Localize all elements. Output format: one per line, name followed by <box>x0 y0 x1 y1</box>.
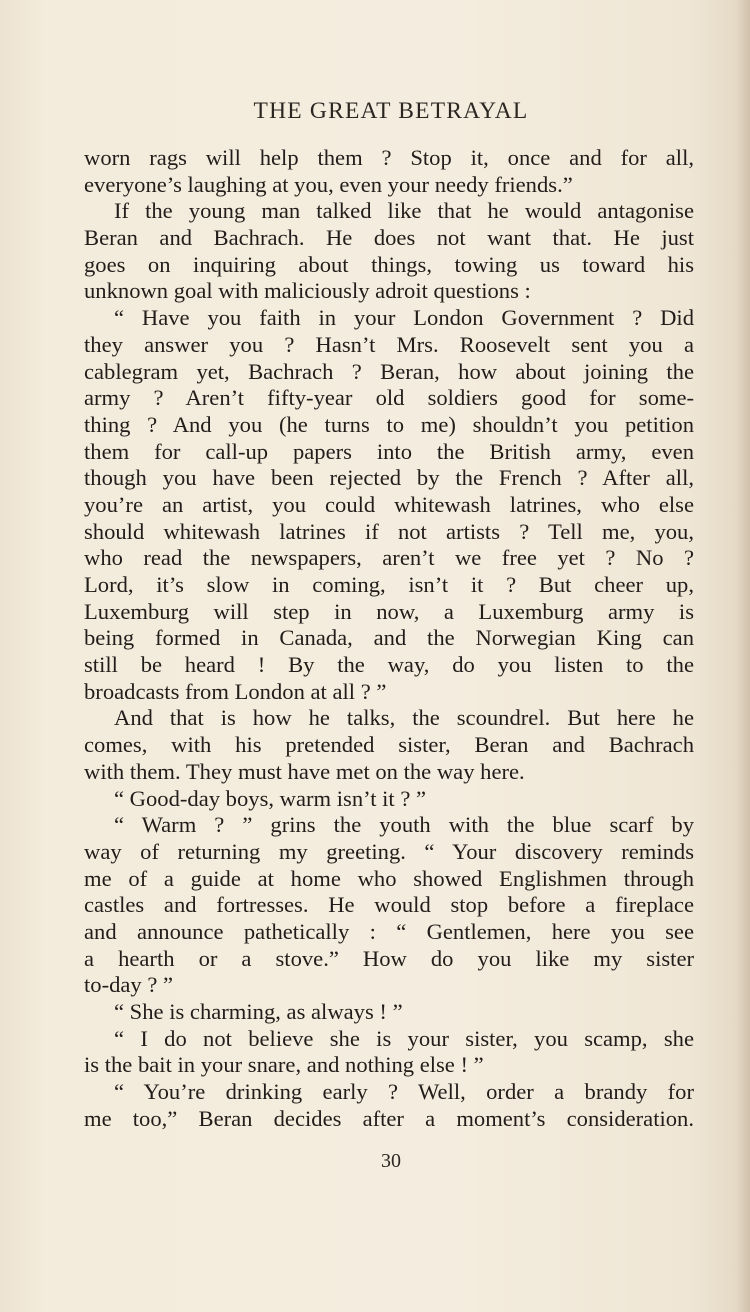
text-line: they answer you ? Hasn’t Mrs. Roosevelt sent you a <box>84 331 694 357</box>
text-line: is the bait in your snare, and nothing else ! ” <box>84 1052 484 1078</box>
text-line: should whitewash latrines if not artists ? Tell me, you, <box>84 518 694 544</box>
text-line: everyone’s laughing at you, even your needy friends.” <box>84 171 573 197</box>
text-line: with them. They must have met on the way here. <box>84 758 525 784</box>
text-line: broadcasts from London at all ? ” <box>84 678 387 704</box>
text-line: worn rags will help them ? Stop it, once and for all, <box>84 145 694 170</box>
text-line: me too,” Beran decides after a moment’s consideration. <box>84 1105 694 1131</box>
text-line: goes on inquiring about things, towing us toward his <box>84 251 694 277</box>
text-line: Luxemburg will step in now, a Luxemburg army is <box>84 598 694 624</box>
page-number: 30 <box>381 1150 401 1172</box>
text-line: still be heard ! By the way, do you listen to the <box>84 652 694 678</box>
text-line: me of a guide at home who showed Englishmen through <box>84 865 694 891</box>
text-line: “ You’re drinking early ? Well, order a brandy for <box>114 1079 694 1105</box>
text-line: “ I do not believe she is your sister, you scamp, she <box>114 1025 694 1051</box>
text-line: you’re an artist, you could whitewash latrines, who else <box>84 491 694 517</box>
text-line: “ Have you faith in your London Government ? Did <box>114 305 694 331</box>
text-line: army ? Aren’t fifty-year old soldiers good for some- <box>84 385 694 411</box>
text-line: them for call-up papers into the British army, even <box>84 438 694 464</box>
text-line: though you have been rejected by the French ? After all, <box>84 465 694 491</box>
page-edge-shadow <box>736 0 750 1312</box>
text-line: who read the newspapers, aren’t we free yet ? No ? <box>84 545 694 571</box>
text-line: Beran and Bachrach. He does not want that. He just <box>84 225 694 251</box>
text-line: comes, with his pretended sister, Beran and Bachrach <box>84 732 694 758</box>
text-line: cablegram yet, Bachrach ? Beran, how about joining the <box>84 358 694 384</box>
text-line: being formed in Canada, and the Norwegian King can <box>84 625 694 651</box>
text-line: If the young man talked like that he would antagonise <box>114 198 694 224</box>
text-line: and announce pathetically : “ Gentlemen, here you see <box>84 918 694 944</box>
text-line: “ Warm ? ” grins the youth with the blue scarf by <box>114 812 694 838</box>
text-line: a hearth or a stove.” How do you like my sister <box>84 945 694 971</box>
text-line: “ Good-day boys, warm isn’t it ? ” <box>114 785 427 811</box>
text-line: And that is how he talks, the scoundrel. But here he <box>114 705 694 731</box>
text-line: castles and fortresses. He would stop before a fireplace <box>84 892 694 918</box>
running-head: THE GREAT BETRAYAL <box>253 98 529 124</box>
text-line: “ She is charming, as always ! ” <box>114 999 403 1024</box>
text-line: unknown goal with maliciously adroit questions : <box>84 278 531 304</box>
text-line: Lord, it’s slow in coming, isn’t it ? But cheer up, <box>84 572 694 597</box>
text-line: thing ? And you (he turns to me) shouldn’t you petition <box>84 411 694 437</box>
text-line: to-day ? ” <box>84 972 174 998</box>
text-line: way of returning my greeting. “ Your discovery reminds <box>84 838 694 864</box>
body-text <box>84 145 694 1132</box>
